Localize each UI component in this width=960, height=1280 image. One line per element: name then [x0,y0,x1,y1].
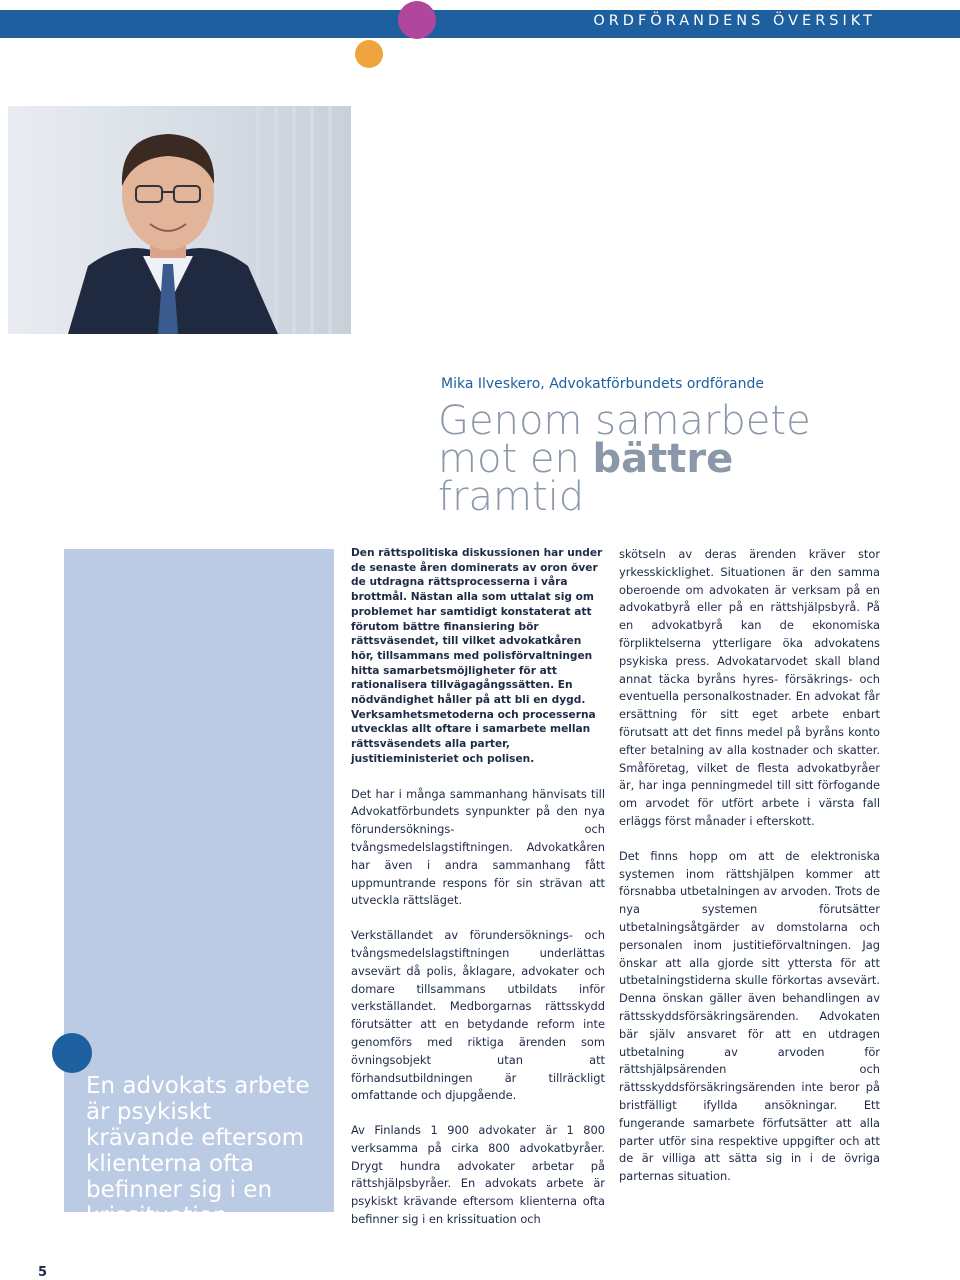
lead-paragraph: Den rättspolitiska diskussionen har under de senaste åren dominerats av oron över de utdragna rättsprocesserna i våra brottmål. Nästan alla som uttalat sig om problemet har samtidigt konstaterat att förutom bättre finansiering bör rättsväsendet, till vilket advokatkåren hör, tillsammans med polisförvaltningen hitta samarbetsmöjligheter för att rationalisera tillvägagångssätten. En nödvändighet håller på att bli en dygd. Verksamhetsmetoderna och processerna utvecklas allt oftare i samarbete mellan rättsväsendets alla parter, justitieministeriet och polisen. [351,547,603,765]
body-paragraph: Av Finlands 1 900 advokater är 1 800 verksamma på cirka 800 advokatbyråer. Drygt hundra advokater arbetar på rättshjälpsbyråer. En advokats arbete är psykiskt krävande eftersom klienterna ofta befinner sig i en krissituation och [351,1123,605,1227]
body-paragraph: Det har i många sammanhang hänvisats till Advokatförbundets synpunkter på den nya förundersöknings- och tvångsmedelslagstiftningen. Advokatkåren har även i andra sammanhang fått uppmuntrande respons för sin strävan att utveckla rättsläget. [351,786,605,908]
pull-quote: En advokats arbete är psykiskt krävande eftersom klienterna ofta befinner sig i en krissituation. [86,1073,310,1229]
article-column-middle [351,546,605,1246]
headline-line-3: framtid [438,474,585,520]
section-title: ORDFÖRANDENS ÖVERSIKT [593,13,876,29]
headline-line-2: mot en [438,436,593,482]
body-paragraph: Verkställandet av förundersöknings- och tvångsmedelslagstiftningen underlättas avsevärt då polis, åklagare, advokater och domare tillsammans utbildats inför verkställandet. Medborgarnas rättsskydd förutsätter att en betydande reform inte genomförs med riktiga ärenden som övningsobjekt utan att förhandsutbildningen är tillräckligt omfattande och djupgående. [351,928,605,1103]
body-paragraph: skötseln av deras ärenden kräver stor yrkesskicklighet. Situationen är den samma oberoende om advokaten är verksam på en advokatbyrå eller på en rättshjälpsbyrå. På en advokatbyrå kan de ekonomiska förpliktelserna ytterligare öka advokatens psykiska press. Advokatarvodet skall bland annat täcka byråns hyres- försäkrings- och eventuella personalkostnader. En advokat får ersättning för sitt eget arbete enbart förutsatt att det finns medel på byråns konto efter betalning av alla kostnader och skatter. Småföretag, vilket de flesta advokatbyråer är, har inga penningmedel till sitt förfogande om arvodet för utfört arbete i värsta fall erläggs först månader i efterskott. [619,547,880,828]
portrait-photo [8,106,351,334]
article-column-right [619,546,880,1203]
decorative-dot-magenta [398,1,436,39]
body-paragraph: Det finns hopp om att de elektroniska systemen inom rättshjälpen kommer att försnabba utbetalningen av arvoden. Trots de nya systemen förutsätter utbetalningsåtgärder av domstolarna och personalen inom justitieförvaltningen. Jag önskar att alla gjorde sitt yttersta för att utbetalningstiderna skulle förkortas avsevärt. Denna önskan gäller även behandlingen av rättsskyddsförsäkringsärenden. Advokaten bär själv ansvaret för att en utdragen utbetalning av arvoden för rättshjälpsärenden och rättsskyddsförsäkringsärenden inte beror på bristfälligt ifyllda ansökningar. Ett fungerande samarbete förfutsätter att alla parter utför sina respektive uppgifter och att de är villiga att sätta sig in i de övriga parternas situation. [619,848,880,1184]
headline-line-1: Genom samarbete [438,398,811,444]
author-byline: Mika Ilveskero, Advokatförbundets ordförande [441,376,764,392]
decorative-dot-blue [52,1033,92,1073]
decorative-dot-orange [355,40,383,68]
article-headline [438,398,811,520]
page-number: 5 [38,1265,48,1280]
headline-emphasis: bättre [592,436,734,482]
